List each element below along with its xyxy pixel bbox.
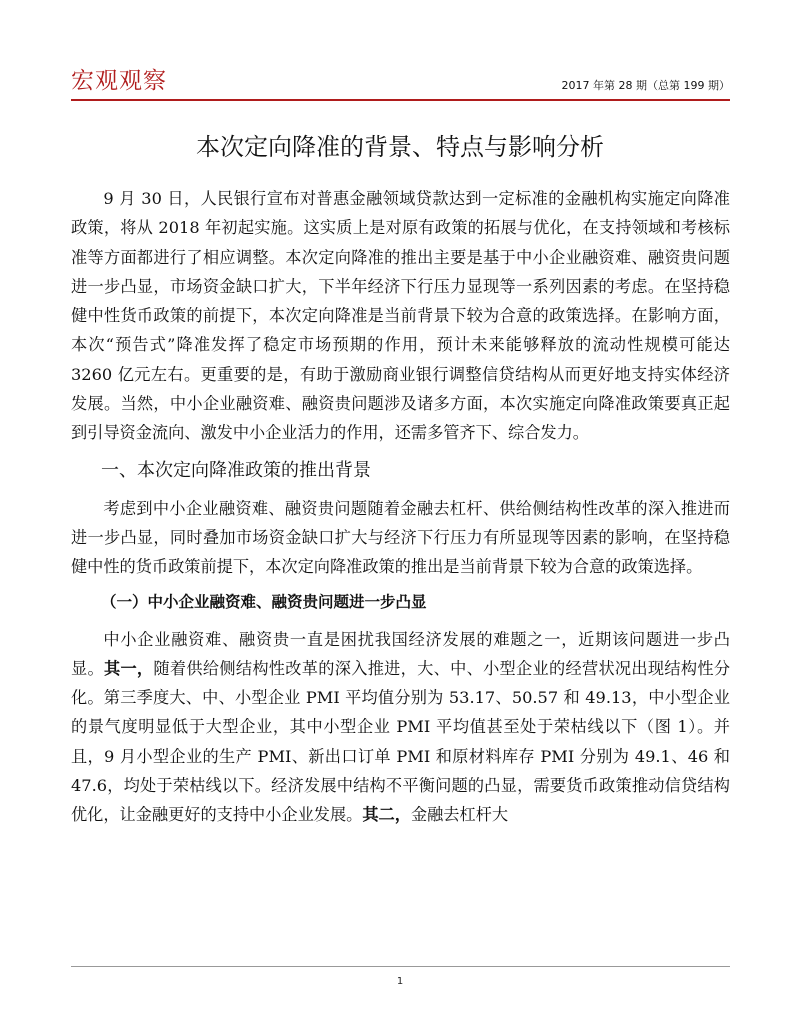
- bold-marker-second: 其二，: [362, 805, 411, 825]
- subsection-heading-1: （一）中小企业融资难、融资贵问题进一步凸显: [101, 592, 427, 611]
- section-heading-1: 一、本次定向降准政策的推出背景: [101, 459, 371, 481]
- series-brand: 宏观观察: [71, 68, 167, 94]
- paragraph-text: 中小企业融资难、融资贵一直是困扰我国经济发展的难题之一，近期该问题进一步凸显。: [71, 629, 730, 678]
- footer-divider: [71, 966, 730, 967]
- paragraph-text: 金融去杠杆大: [410, 805, 509, 825]
- section-1-paragraph: 考虑到中小企业融资难、融资贵问题随着金融去杠杆、供给侧结构性改革的深入推进而进一步凸显，同时叠加市场资金缺口扩大与经济下行压力有所显现等因素的影响，在坚持稳健中性的货币政策前提下，本次定向降准政策的推出是当前背景下较为合意的政策选择。: [71, 498, 730, 577]
- bold-marker-first: 其一，: [103, 658, 154, 678]
- page-number: 1: [396, 976, 404, 987]
- report-header: [71, 66, 730, 100]
- subsection-1-paragraph: [71, 625, 730, 830]
- issue-number: 2017 年第 28 期（总第 199 期）: [561, 79, 730, 92]
- intro-paragraph: 9 月 30 日，人民银行宣布对普惠金融领域贷款达到一定标准的金融机构实施定向降准政策，将从 2018 年初起实施。这实质上是对原有政策的拓展与优化，在支持领域和考核标准等方面都进行了相应调整。本次定向降准的推出主要是基于中小企业融资难、融资贵问题进一步凸显，市场资金缺口扩大，下半年经济下行压力显现等一系列因素的考虑。在坚持稳健中性货币政策的前提下，本次定向降准是当前背景下较为合意的政策选择。在影响方面，本次“预告式”降准发挥了稳定市场预期的作用，预计未来能够释放的流动性规模可能达 3260 亿元左右。更重要的是，有助于激励商业银行调整信贷结构从而更好地支持实体经济发展。当然，中小企业融资难、融资贵问题涉及诸多方面，本次实施定向降准政策要真正起到引导资金流向、激发中小企业活力的作用，还需多管齐下、综合发力。: [71, 189, 730, 443]
- paragraph-text: 随着供给侧结构性改革的深入推进，大、中、小型企业的经营状况出现结构性分化。第三季度大、中、小型企业 PMI 平均值分别为 53.17、50.57 和 49.13，中小型企业的景气度明显低于大型企业，其中小型企业 PMI 平均值甚至处于荣枯线以下（图 1）。并且，9 月小型企业的生产 PMI、新出口订单 PMI 和原材料库存 PMI 分别为 49.1、46 和 47.6，均处于荣枯线以下。经济发展中结构不平衡问题的凸显，需要货币政策推动信贷结构优化，让金融更好的支持中小企业发展。: [71, 658, 731, 825]
- article-body: [71, 184, 730, 830]
- header-divider: [71, 99, 730, 101]
- article-title: 本次定向降准的背景、特点与影响分析: [196, 133, 604, 161]
